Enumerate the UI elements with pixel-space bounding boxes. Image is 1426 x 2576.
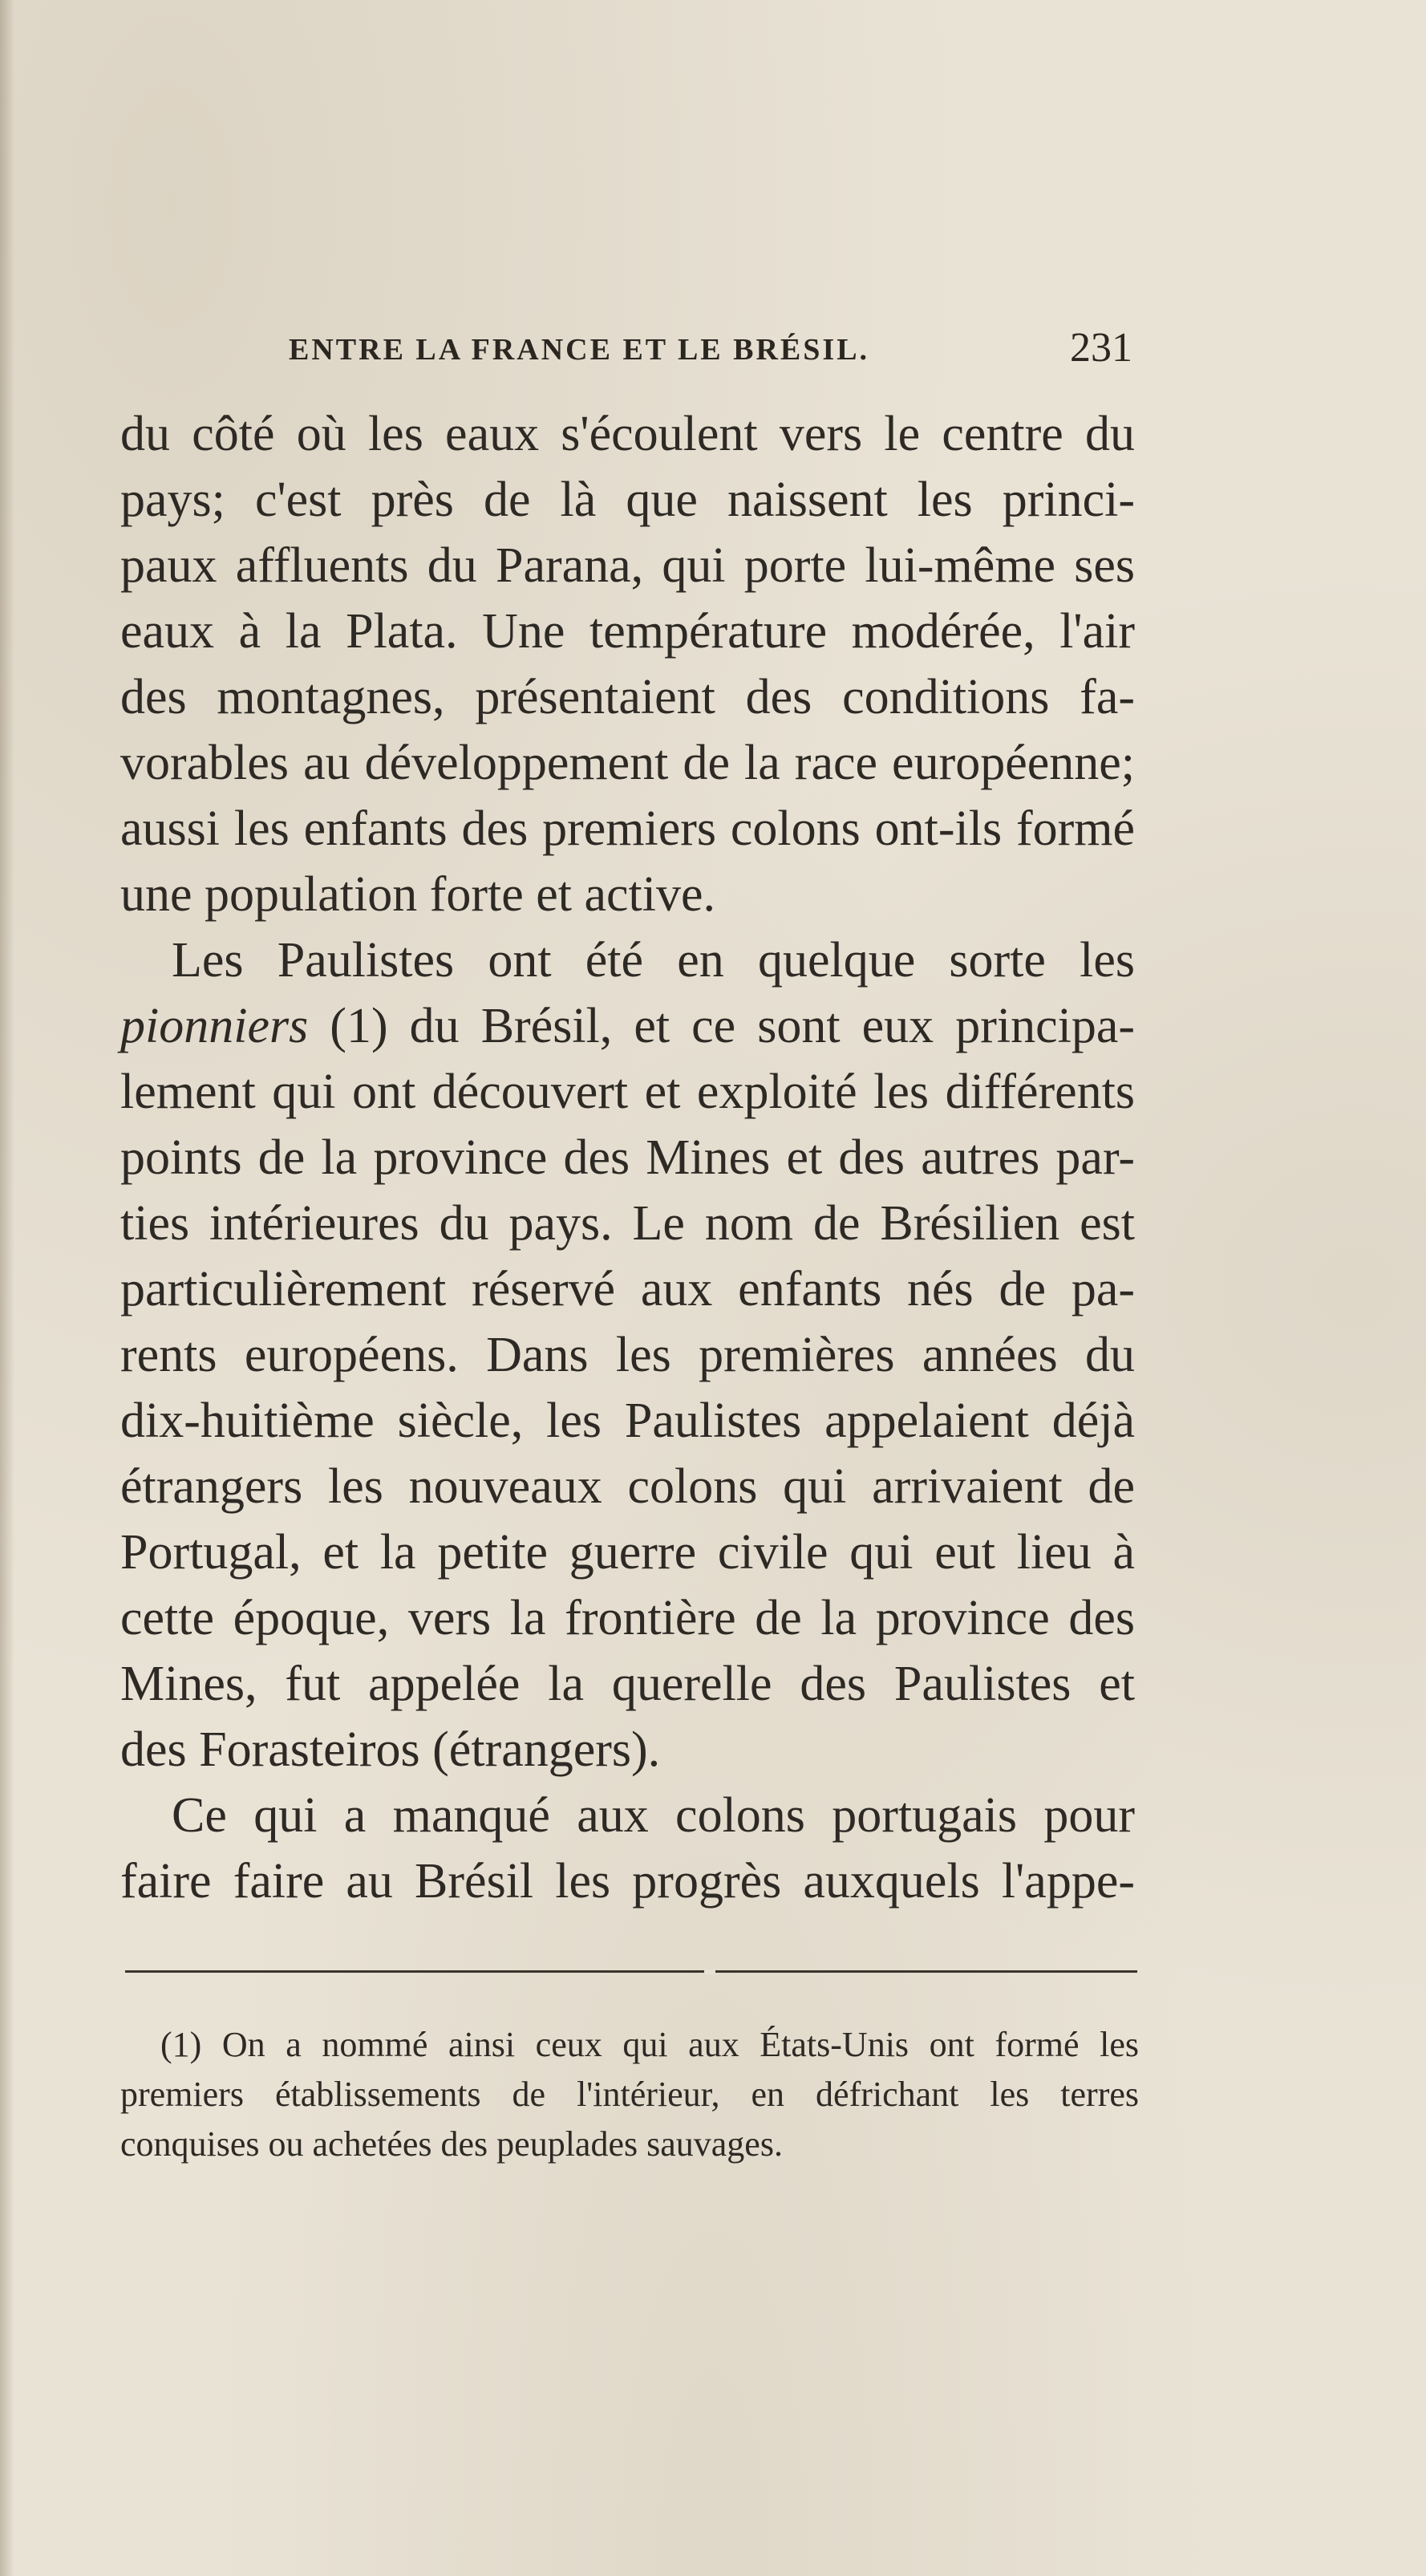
page-binding-shadow — [0, 0, 14, 2576]
page-number: 231 — [1070, 325, 1132, 371]
text-line-rest: (1) du Brésil, et ce sont eux principa- — [330, 999, 1136, 1053]
footnote — [120, 2020, 1139, 2169]
text-line: des Forasteiros (étrangers). — [120, 1722, 661, 1777]
text-line: étrangers les nouveaux colons qui arrivaient de — [120, 1459, 1135, 1514]
text-line: rents européens. Dans les premières années du — [120, 1328, 1135, 1382]
footnote-line: (1) On a nommé ainsi ceux qui aux États-Unis ont formé les — [160, 2025, 1139, 2064]
text-line: paux affluents du Parana, qui porte lui-même ses — [120, 538, 1135, 593]
text-line-with-italic — [120, 993, 1135, 1059]
text-line: vorables au développement de la race européenne; — [120, 736, 1135, 790]
text-line: Les Paulistes ont été en quelque sorte les — [172, 933, 1135, 988]
text-line: aussi les enfants des premiers colons ont-ils formé — [120, 801, 1135, 856]
text-line: du côté où les eaux s'écoulent vers le centre du — [120, 407, 1135, 461]
running-head: ENTRE LA FRANCE ET LE BRÉSIL. — [289, 333, 870, 367]
text-line: points de la province des Mines et des autres par- — [120, 1130, 1135, 1185]
footnote-rule — [125, 1970, 1137, 1975]
text-line: dix-huitième siècle, les Paulistes appelaient déjà — [120, 1393, 1135, 1448]
text-line: Ce qui a manqué aux colons portugais pour — [172, 1788, 1135, 1843]
text-line: pays; c'est près de là que naissent les princi- — [120, 473, 1135, 527]
italic-word: pionniers — [120, 999, 309, 1053]
body-text — [120, 401, 1135, 1914]
footnote-line: conquises ou achetées des peuplades sauvages. — [120, 2124, 783, 2164]
text-line: particulièrement réservé aux enfants nés de pa- — [120, 1262, 1135, 1316]
text-line: Mines, fut appelée la querelle des Paulistes et — [120, 1657, 1135, 1711]
text-line: Portugal, et la petite guerre civile qui eut lieu à — [120, 1525, 1135, 1580]
text-line: faire faire au Brésil les progrès auxquels l'appe- — [120, 1854, 1135, 1909]
text-line: eaux à la Plata. Une température modérée, l'air — [120, 604, 1135, 659]
text-line: des montagnes, présentaient des conditions fa- — [120, 670, 1135, 724]
text-line: cette époque, vers la frontière de la province des — [120, 1591, 1135, 1645]
rule-gap — [704, 1970, 715, 1974]
text-line: lement qui ont découvert et exploité les différents — [120, 1065, 1135, 1119]
page-header — [120, 321, 1132, 377]
footnote-line: premiers établissements de l'intérieur, en défrichant les terres — [120, 2075, 1139, 2114]
text-line: une population forte et active. — [120, 867, 716, 922]
text-line: ties intérieures du pays. Le nom de Brésilien est — [120, 1196, 1135, 1251]
